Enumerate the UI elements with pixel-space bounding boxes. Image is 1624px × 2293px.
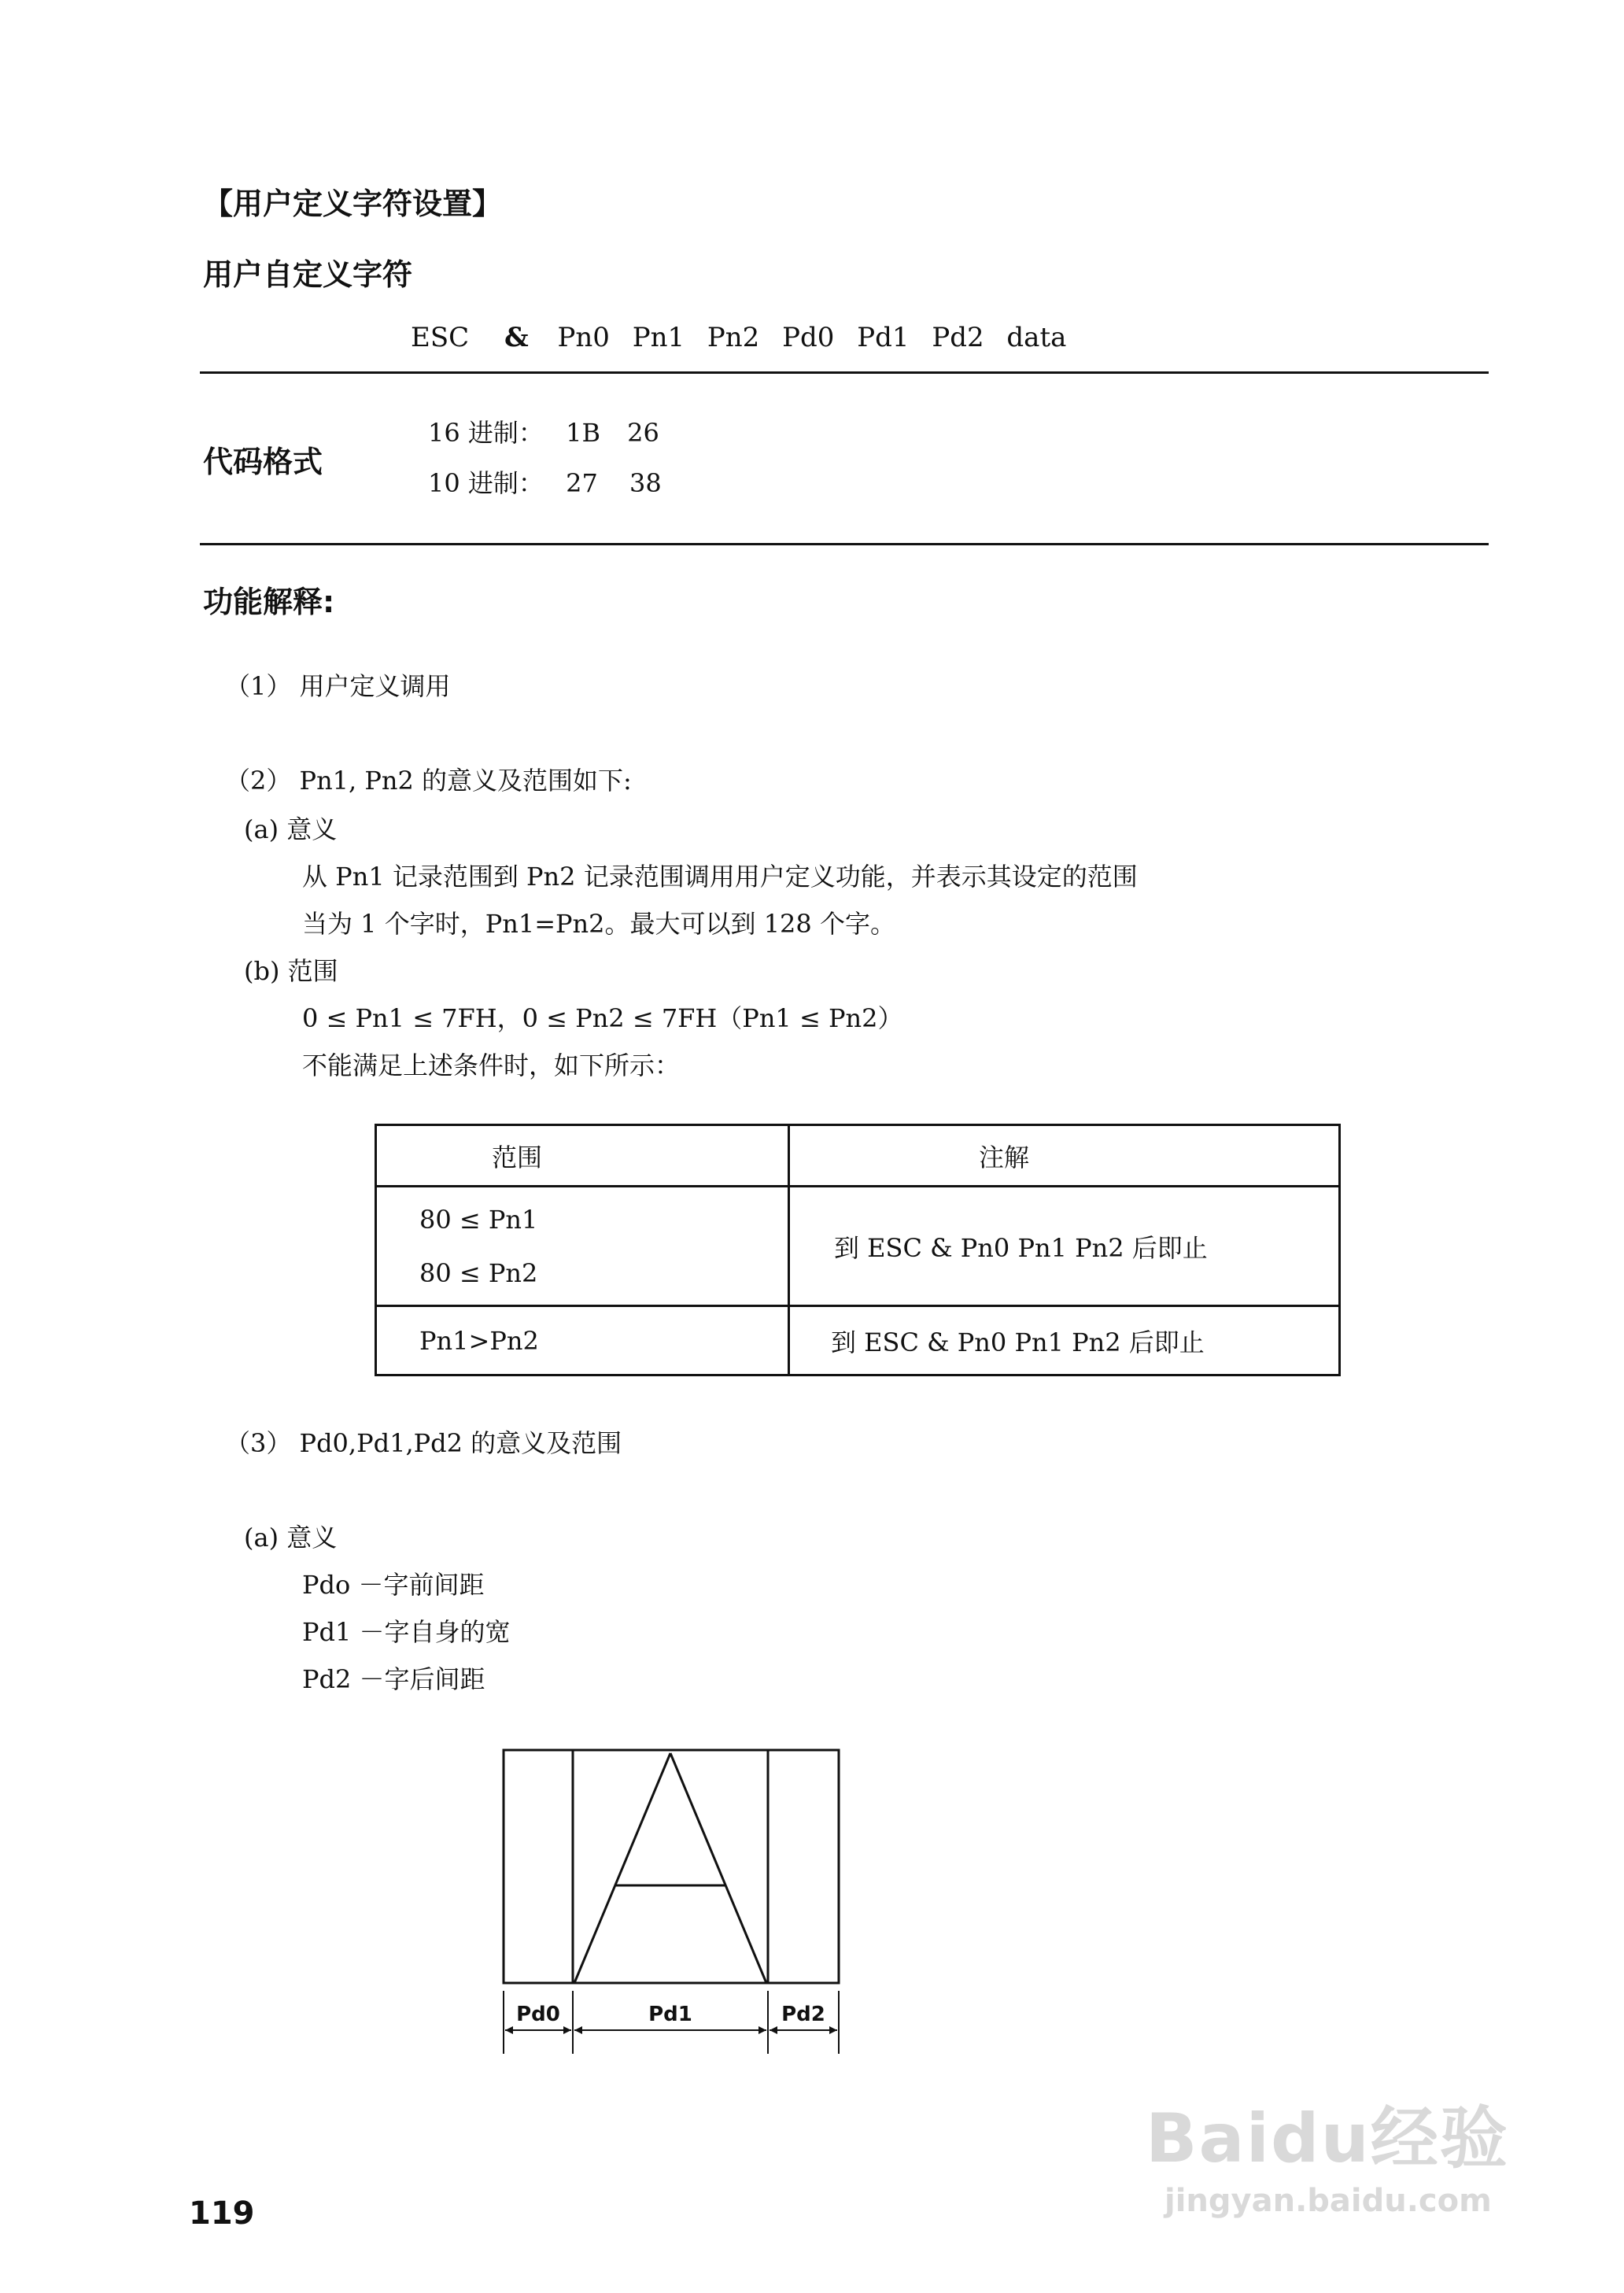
item-3-line: Pd1 －字自身的宽 bbox=[302, 1617, 511, 1647]
hex-value: 26 bbox=[627, 418, 659, 448]
table-header-note: 注解 bbox=[789, 1125, 1340, 1187]
middle-rule bbox=[200, 543, 1489, 545]
command-syntax bbox=[411, 324, 1066, 351]
item-2a-line2: 当为 1 个字时，Pn1=Pn2。最大可以到 128 个字。 bbox=[302, 909, 895, 939]
section-title: 【用户定义字符设置】 bbox=[203, 186, 503, 221]
range-table bbox=[375, 1124, 1341, 1376]
syntax-token: Pd2 bbox=[932, 322, 984, 353]
item-2: （2） Pn1, Pn2 的意义及范围如下: bbox=[225, 766, 632, 796]
dec-label: 10 进制： bbox=[428, 468, 544, 498]
syntax-token: Pd0 bbox=[782, 322, 835, 353]
syntax-token: ESC bbox=[411, 322, 470, 353]
dec-code-line bbox=[428, 468, 662, 498]
syntax-token: Pn1 bbox=[632, 322, 685, 353]
syntax-token: Pn0 bbox=[557, 322, 610, 353]
pd0-label: Pd0 bbox=[516, 2003, 560, 2026]
item-3: （3） Pd0,Pd1,Pd2 的意义及范围 bbox=[225, 1428, 622, 1458]
item-2a-label: (a) 意义 bbox=[244, 814, 338, 844]
diagram-frame bbox=[504, 1750, 839, 1983]
range-line: 80 ≤ Pn1 bbox=[419, 1204, 538, 1235]
item-1: （1） 用户定义调用 bbox=[225, 671, 451, 701]
item-2b-label: (b) 范围 bbox=[244, 956, 338, 986]
hex-code-line bbox=[428, 418, 659, 448]
spacing-diagram bbox=[488, 1731, 850, 2062]
range-line: 80 ≤ Pn2 bbox=[419, 1257, 538, 1288]
syntax-token: & bbox=[504, 322, 529, 353]
item-2b-line1: 0 ≤ Pn1 ≤ 7FH，0 ≤ Pn2 ≤ 7FH（Pn1 ≤ Pn2） bbox=[302, 1003, 903, 1033]
command-name: 用户自定义字符 bbox=[203, 257, 413, 292]
watermark-brand: Baidu经验 bbox=[1146, 2099, 1509, 2178]
pd2-label: Pd2 bbox=[781, 2003, 825, 2026]
pd1-label: Pd1 bbox=[648, 2003, 692, 2026]
hex-label: 16 进制： bbox=[428, 418, 544, 448]
range-cell bbox=[376, 1187, 789, 1306]
item-3-line: Pdo －字前间距 bbox=[302, 1570, 485, 1600]
item-3-line: Pd2 －字后间距 bbox=[302, 1664, 485, 1694]
range-cell: Pn1>Pn2 bbox=[376, 1306, 789, 1375]
watermark-url: jingyan.baidu.com bbox=[1164, 2183, 1492, 2219]
dec-value: 27 bbox=[566, 468, 598, 498]
note-cell: 到 ESC & Pn0 Pn1 Pn2 后即止 bbox=[789, 1187, 1340, 1306]
top-rule bbox=[200, 371, 1489, 374]
dec-value: 38 bbox=[629, 468, 662, 498]
syntax-token: Pd1 bbox=[857, 322, 910, 353]
glyph-a-drawing bbox=[574, 1753, 766, 1983]
syntax-token: Pn2 bbox=[707, 322, 760, 353]
function-heading: 功能解释: bbox=[203, 585, 335, 619]
hex-value: 1B bbox=[566, 418, 600, 448]
table-header-range: 范围 bbox=[376, 1125, 789, 1187]
table-header-row bbox=[376, 1125, 1340, 1187]
item-2a-line1: 从 Pn1 记录范围到 Pn2 记录范围调用用户定义功能，并表示其设定的范围 bbox=[302, 862, 1138, 892]
note-cell: 到 ESC & Pn0 Pn1 Pn2 后即止 bbox=[789, 1306, 1340, 1375]
code-format-label: 代码格式 bbox=[203, 445, 323, 479]
item-2b-line2: 不能满足上述条件时，如下所示： bbox=[302, 1050, 681, 1080]
page-number: 119 bbox=[189, 2195, 255, 2232]
table-row bbox=[376, 1187, 1340, 1306]
table-row bbox=[376, 1306, 1340, 1375]
syntax-token: data bbox=[1006, 322, 1067, 353]
item-3a-label: (a) 意义 bbox=[244, 1523, 338, 1553]
